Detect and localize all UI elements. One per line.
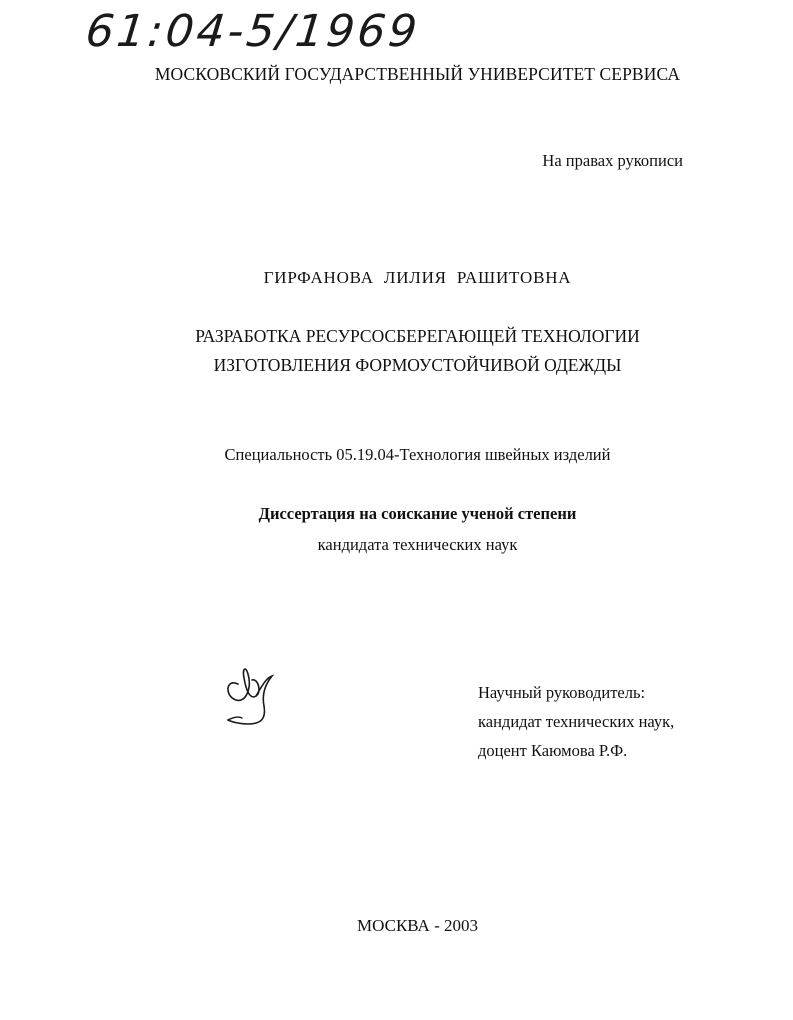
- dissertation-type: Диссертация на соискание ученой степени: [258, 504, 577, 523]
- university-name: МОСКОВСКИЙ ГОСУДАРСТВЕННЫЙ УНИВЕРСИТЕТ СЕРВИСА: [154, 64, 681, 84]
- degree-name: кандидата технических наук: [317, 535, 518, 554]
- supervisor-degree: кандидат технических наук,: [478, 712, 675, 731]
- specialty: Специальность 05.19.04-Технология швейных изделий: [224, 445, 611, 464]
- supervisor-name: доцент Каюмова Р.Ф.: [478, 741, 628, 760]
- rights-note: На правах рукописи: [542, 151, 683, 170]
- author-name: ГИРФАНОВА ЛИЛИЯ РАШИТОВНА: [263, 268, 572, 287]
- city-year: МОСКВА - 2003: [357, 916, 478, 935]
- thesis-title-line-1: РАЗРАБОТКА РЕСУРСОСБЕРЕГАЮЩЕЙ ТЕХНОЛОГИИ: [195, 326, 640, 346]
- archive-number: 61:04-5/1969: [83, 6, 423, 57]
- thesis-title-line-2: ИЗГОТОВЛЕНИЯ ФОРМОУСТОЙЧИВОЙ ОДЕЖДЫ: [213, 355, 622, 375]
- supervisor-label: Научный руководитель:: [478, 683, 646, 702]
- handwritten-signature: [218, 656, 288, 728]
